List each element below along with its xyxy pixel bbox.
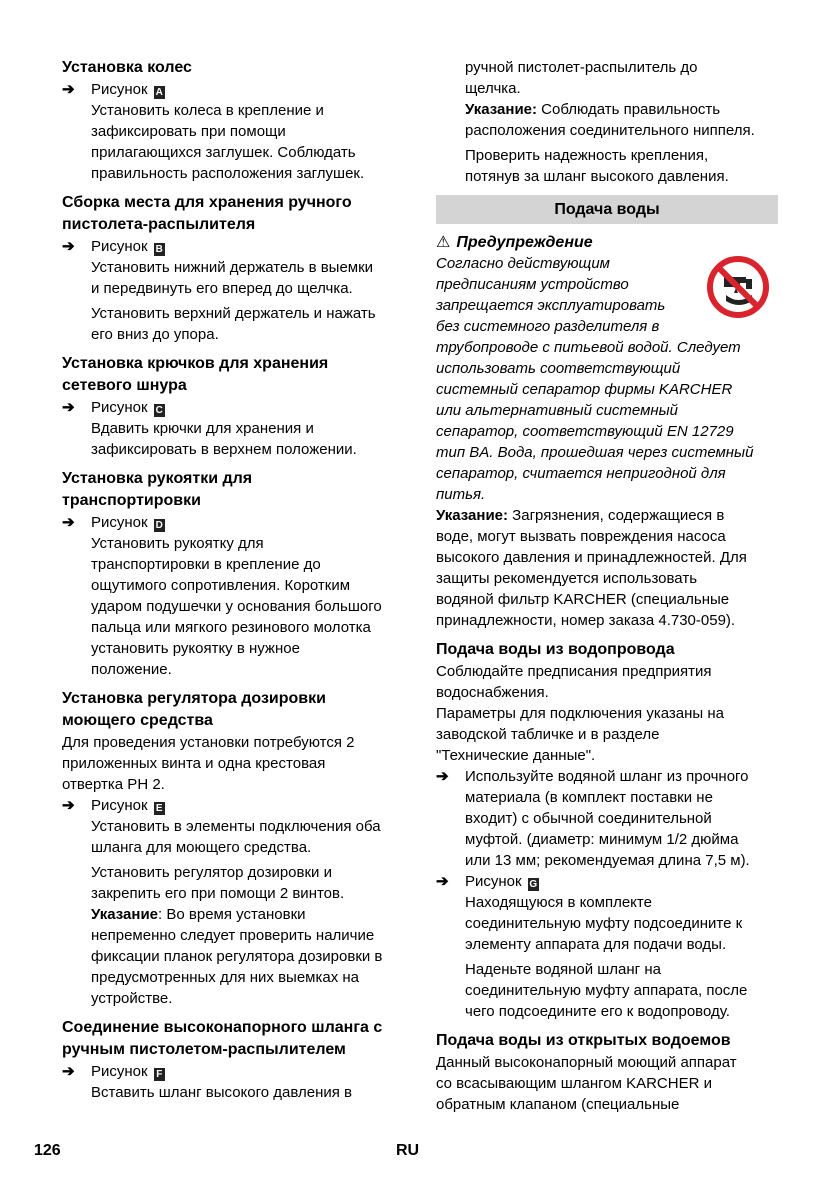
heading: Подача воды из открытых водоемов (436, 1032, 731, 1049)
heading: Подача воды из водопровода (436, 641, 675, 658)
body-text: Данный высоконапорный моющий аппарат со всасывающим шлангом KARCHER и обратным клапаном (специальные (436, 1054, 737, 1113)
figure-ref: ➔ Рисунок C (62, 399, 163, 416)
figure-ref: ➔ Рисунок E (62, 795, 404, 816)
figure-ref: ➔ Рисунок F (62, 1061, 404, 1082)
language-code: RU (396, 1142, 420, 1159)
heading: Установка регулятора дозировки моющего средства (62, 690, 326, 729)
instruction: Установить рукоятку для транспортировки в крепление до ощутимого сопротивления. Коротким ударом подушечки у основания большого пальца или мягкого резинового молотка установить рукоятку в нужное положение. (91, 535, 382, 678)
figure-ref: ➔ Рисунок D (62, 514, 163, 531)
note: Указание: Соблюдать правильность (465, 101, 721, 118)
instruction: ручной пистолет-распылитель до щелчка. Указание: Соблюдать правильность расположения соединительного ниппеля. Проверить надежность крепления, потянув за шланг высокого давления. (436, 57, 778, 187)
warning-heading: ⚠ Предупреждение (436, 234, 593, 251)
instruction: Установить колеса в крепление и зафиксировать при помощи прилагающихся заглушек. Соблюдать правильность расположения заглушек. (91, 102, 365, 182)
figure-ref: ➔ Рисунок B (62, 238, 163, 255)
figure-label: D (155, 520, 163, 531)
note: Указание: Загрязнения, содержащиеся в воде, могут вызвать повреждения насоса высокого давления и принадлежностей. Для защиты рекомендуется использовать водяной фильтр KARCHER (специальные принадлежности, номер заказа 4.730-059). (436, 507, 747, 629)
arrow-icon: ➔ (436, 873, 449, 890)
page-number: 126 (34, 1142, 61, 1159)
figure-label: C (155, 405, 163, 416)
heading: Сборка места для хранения ручного пистолета-распылителя (62, 194, 352, 233)
body-text: Соблюдайте предписания предприятия водоснабжения. Параметры для подключения указаны на заводской табличке и в разделе "Технические данные". (436, 663, 724, 764)
right-column (436, 57, 778, 1115)
warning-icon: ⚠ (436, 234, 451, 251)
figure-ref: ➔ Рисунок A (62, 81, 163, 98)
figure-label: E (154, 802, 165, 815)
instruction: Установить в элементы подключения оба шланга для моющего средства. Установить регулятор дозировки и закрепить его при помощи 2 винтов. Указание: Во время установки непременно следует проверить наличие фиксации планок регулятора дозировки в предусмотренных для них выемках на устройстве. (62, 816, 404, 1009)
heading: Установка крючков для хранения сетевого шнура (62, 355, 329, 394)
note: Указание: Во время установки (91, 906, 306, 923)
arrow-icon: ➔ (436, 768, 449, 785)
section-banner: Подача воды (436, 195, 778, 224)
instruction: Вдавить крючки для хранения и зафиксировать в верхнем положении. (91, 420, 357, 458)
figure-label: B (155, 244, 163, 255)
figure-label: A (155, 87, 163, 98)
arrow-icon: ➔ (62, 399, 75, 416)
instruction-step: ➔ Используйте водяной шланг из прочного материала (в комплект поставки не входит) с обычной соединительной муфтой. (диаметр: минимум 1/2 дюйма или 13 мм; рекомендуемая длина 7,5 м). (436, 768, 750, 869)
heading: Соединение высоконапорного шланга с ручным пистолетом-распылителем (62, 1019, 383, 1058)
heading: Установка рукоятки для транспортировки (62, 470, 253, 509)
intro-text: Для проведения установки потребуются 2 приложенных винта и одна крестовая отвертка PH 2. (62, 734, 355, 793)
arrow-icon: ➔ (62, 797, 75, 814)
figure-ref: ➔ Рисунок G (436, 873, 538, 890)
figure-label: G (529, 879, 538, 890)
no-drinking-water-icon (706, 255, 770, 319)
warning-text: Согласно действующим предписаниям устройство запрещается эксплуатировать без системного разделителя в трубопроводе с питьевой водой. Следует использовать соответствующий системный сепаратор фирмы KARCHER или альтернативный системный сепаратор, соответствующий EN 12729 тип BA. Вода, прошедшая через системный сепаратор, считается непригодной для питья. (436, 253, 778, 505)
heading: Установка колес (62, 59, 192, 76)
arrow-icon: ➔ (62, 1063, 75, 1080)
figure-label: F (154, 1068, 165, 1081)
arrow-icon: ➔ (62, 238, 75, 255)
instruction: Вставить шланг высокого давления в (91, 1084, 353, 1101)
instruction: Находящуюся в комплекте соединительную муфту подсоедините к элементу аппарата для подачи воды. Наденьте водяной шланг на соединительную муфту аппарата, после чего подсоедините его к водопроводу. (465, 894, 748, 1020)
arrow-icon: ➔ (62, 514, 75, 531)
left-column (62, 57, 404, 1103)
instruction: Установить нижний держатель в выемки и передвинуть его вперед до щелчка. Установить верхний держатель и нажать его вниз до упора. (91, 259, 376, 343)
arrow-icon: ➔ (62, 81, 75, 98)
